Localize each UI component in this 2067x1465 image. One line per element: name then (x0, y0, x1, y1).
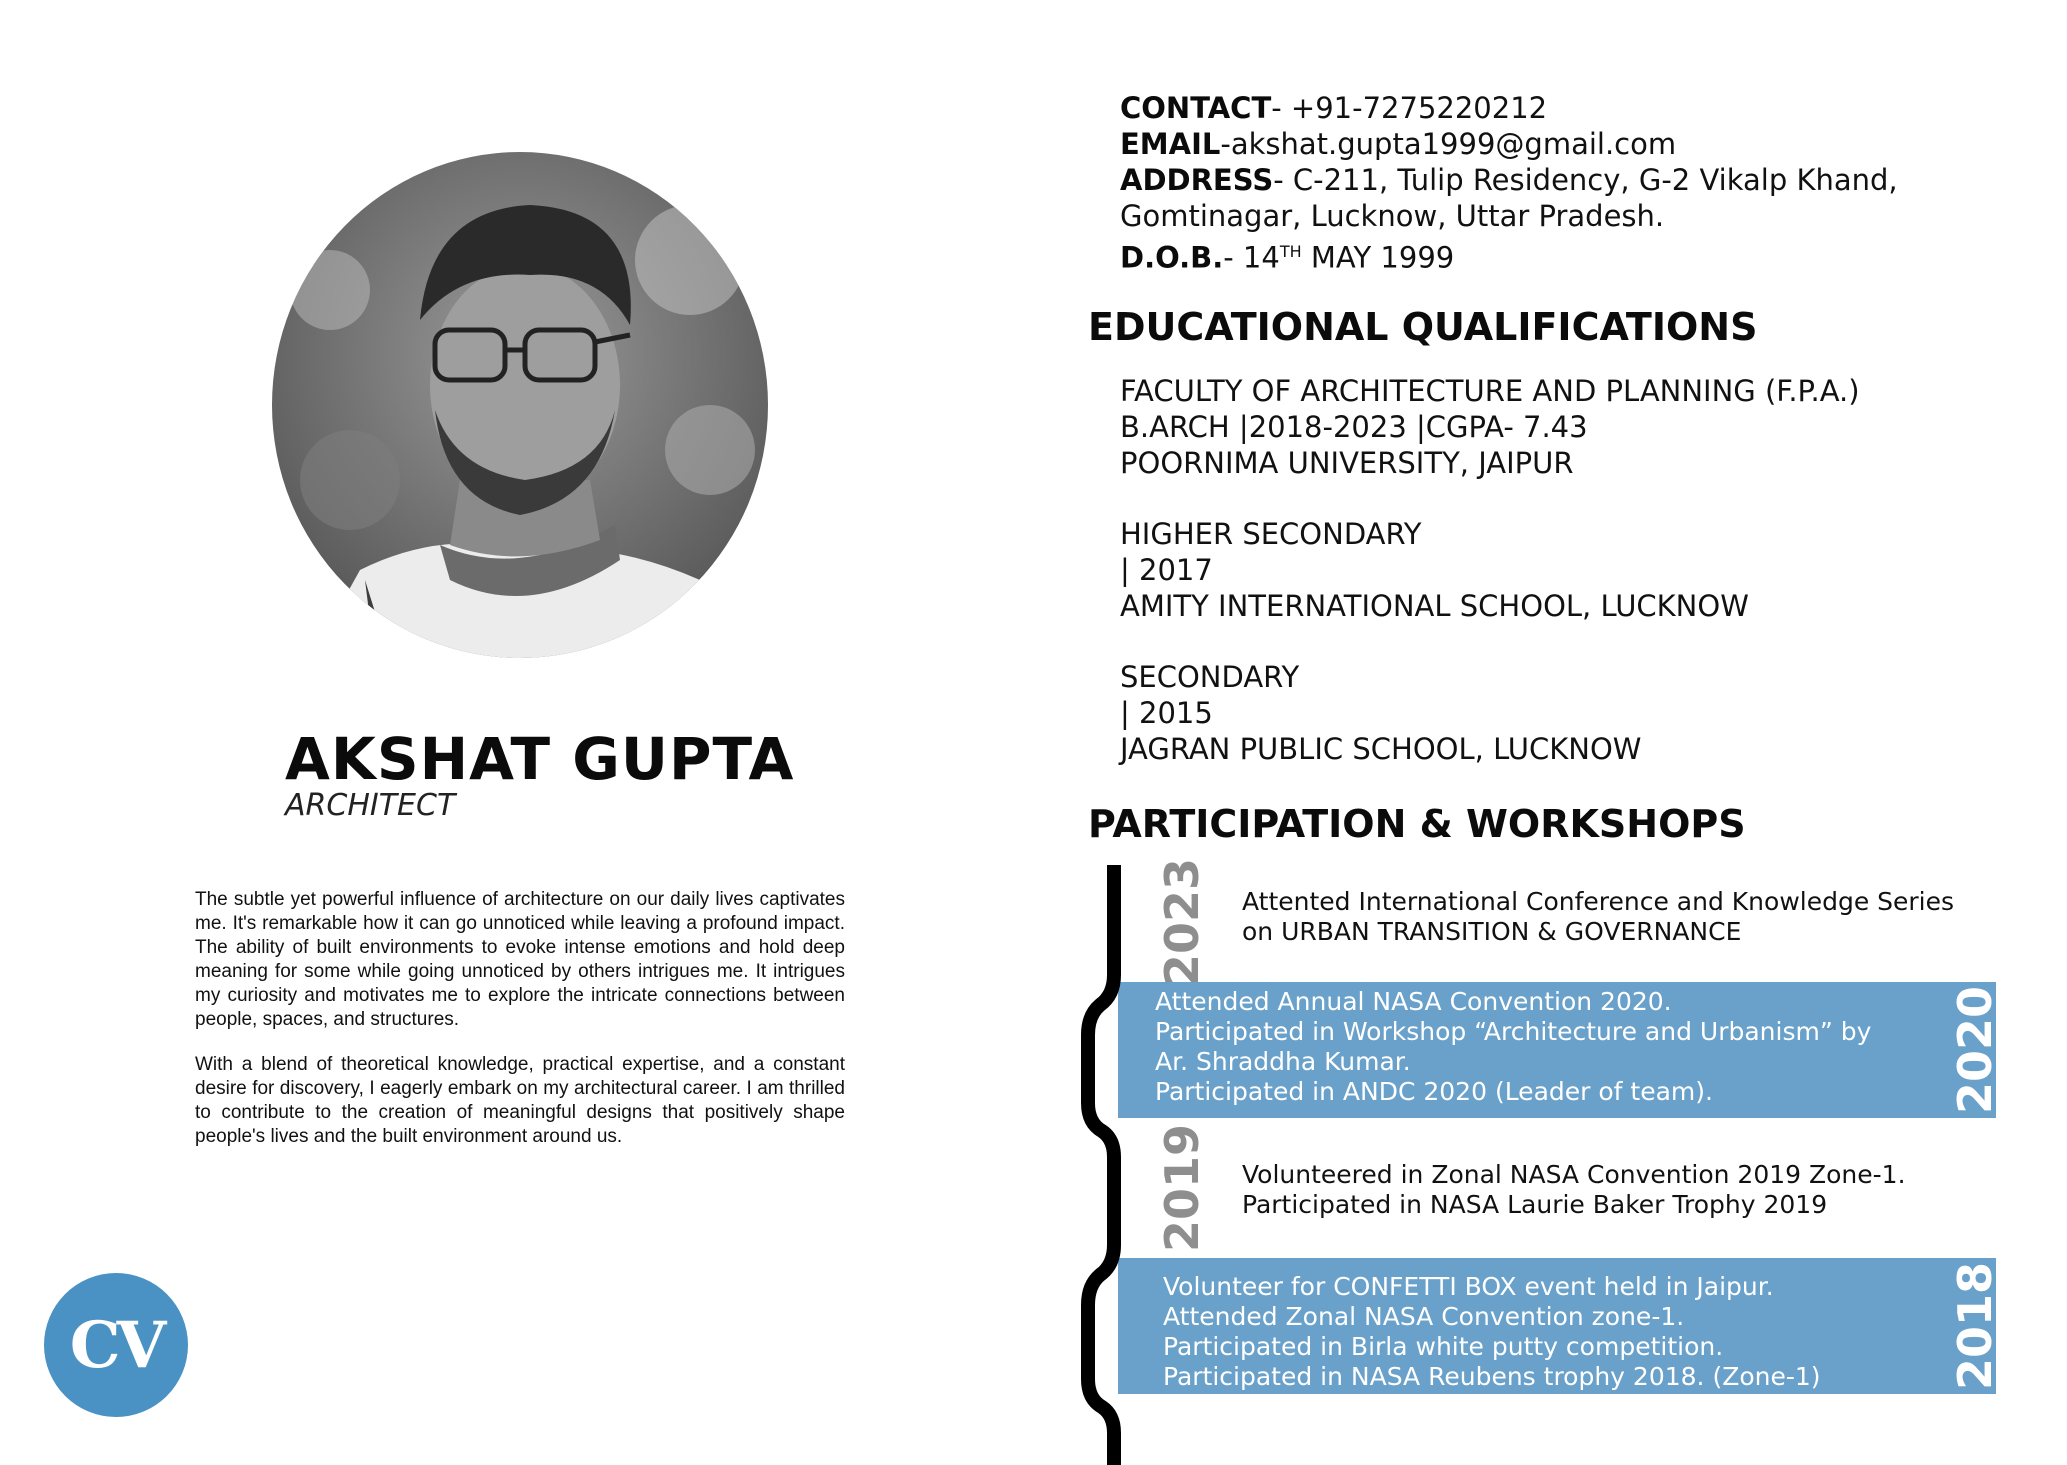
education-line: | 2015 (1120, 696, 1213, 730)
contact-phone (1120, 90, 1898, 126)
dob-month-year: MAY 1999 (1301, 240, 1455, 275)
address-label: ADDRESS (1120, 163, 1274, 197)
dob-label: D.O.B. (1120, 240, 1224, 275)
education-line: | 2017 (1120, 553, 1213, 587)
profile-name: AKSHAT GUPTA (285, 725, 795, 793)
entry-line: Attented International Conference and Knowledge Series (1242, 887, 1955, 916)
year-label: 2023 (1155, 857, 1209, 987)
participation-entry (1155, 987, 1871, 1107)
education-item (1120, 659, 1641, 767)
entry-line: Volunteer for CONFETTI BOX event held in Jaipur. (1163, 1272, 1774, 1301)
timeline-line (1080, 865, 1160, 1465)
education-item (1120, 373, 1860, 481)
entry-line: on URBAN TRANSITION & GOVERNANCE (1242, 917, 1742, 946)
contact-address (1120, 162, 1898, 198)
contact-dob (1120, 234, 1898, 276)
email-value: -akshat.gupta1999@gmail.com (1220, 127, 1677, 161)
education-line: FACULTY OF ARCHITECTURE AND PLANNING (F.P.A.) (1120, 374, 1860, 408)
entry-line: Attended Annual NASA Convention 2020. (1155, 987, 1672, 1016)
address-line2: Gomtinagar, Lucknow, Uttar Pradesh. (1120, 199, 1665, 233)
dob-suffix: TH (1279, 242, 1302, 261)
education-item (1120, 516, 1749, 624)
phone-label: CONTACT (1120, 91, 1272, 125)
education-line: HIGHER SECONDARY (1120, 517, 1422, 551)
email-label: EMAIL (1120, 127, 1221, 161)
participation-entry (1163, 1272, 1821, 1392)
entry-line: Volunteered in Zonal NASA Convention 2019 Zone-1. (1242, 1160, 1906, 1189)
contact-block (1120, 90, 1898, 276)
participation-heading: PARTICIPATION & WORKSHOPS (1088, 802, 1746, 846)
contact-email (1120, 126, 1898, 162)
participation-entry (1242, 887, 1954, 947)
cv-badge: CV (44, 1273, 188, 1417)
entry-line: Participated in Workshop “Architecture and Urbanism” by (1155, 1017, 1872, 1046)
profile-role: ARCHITECT (285, 788, 456, 823)
participation-entry (1242, 1160, 1906, 1220)
education-heading: EDUCATIONAL QUALIFICATIONS (1088, 305, 1758, 349)
phone-value: - +91-7275220212 (1271, 91, 1548, 125)
education-line: AMITY INTERNATIONAL SCHOOL, LUCKNOW (1120, 589, 1749, 623)
address-line1: - C-211, Tulip Residency, G-2 Vikalp Khand, (1273, 163, 1898, 197)
dob-day: - 14 (1223, 240, 1280, 275)
entry-line: Attended Zonal NASA Convention zone-1. (1163, 1302, 1685, 1331)
year-label: 2020 (1948, 985, 2002, 1115)
profile-photo (270, 150, 770, 660)
bio-paragraph: The subtle yet powerful influence of architecture on our daily lives captivates me. It's remarkable how it can go unnoticed while leaving a profound impact. The ability of built environments to evoke intense emotions and hold deep meaning for some while going unnoticed by others intrigues me. It intrigues my curiosity and motivates me to explore the intricate connections between people, spaces, and structures. (195, 889, 845, 1030)
entry-line: Participated in Birla white putty competition. (1163, 1332, 1724, 1361)
education-line: SECONDARY (1120, 660, 1300, 694)
entry-line: Participated in NASA Laurie Baker Trophy 2019 (1242, 1190, 1828, 1219)
entry-line: Ar. Shraddha Kumar. (1155, 1047, 1411, 1076)
education-line: POORNIMA UNIVERSITY, JAIPUR (1120, 446, 1574, 480)
year-label: 2019 (1155, 1123, 1209, 1253)
entry-line: Participated in NASA Reubens trophy 2018. (Zone-1) (1163, 1362, 1821, 1391)
education-line: JAGRAN PUBLIC SCHOOL, LUCKNOW (1120, 732, 1642, 766)
year-label: 2018 (1948, 1261, 2002, 1391)
entry-line: Participated in ANDC 2020 (Leader of team). (1155, 1077, 1713, 1106)
education-line: B.ARCH |2018-2023 |CGPA- 7.43 (1120, 410, 1588, 444)
bio-paragraph: With a blend of theoretical knowledge, practical expertise, and a constant desire for discovery, I eagerly embark on my architectural career. I am thrilled to contribute to the creation of meaningful designs that positively shape people's lives and the built environment around us. (195, 1054, 845, 1147)
